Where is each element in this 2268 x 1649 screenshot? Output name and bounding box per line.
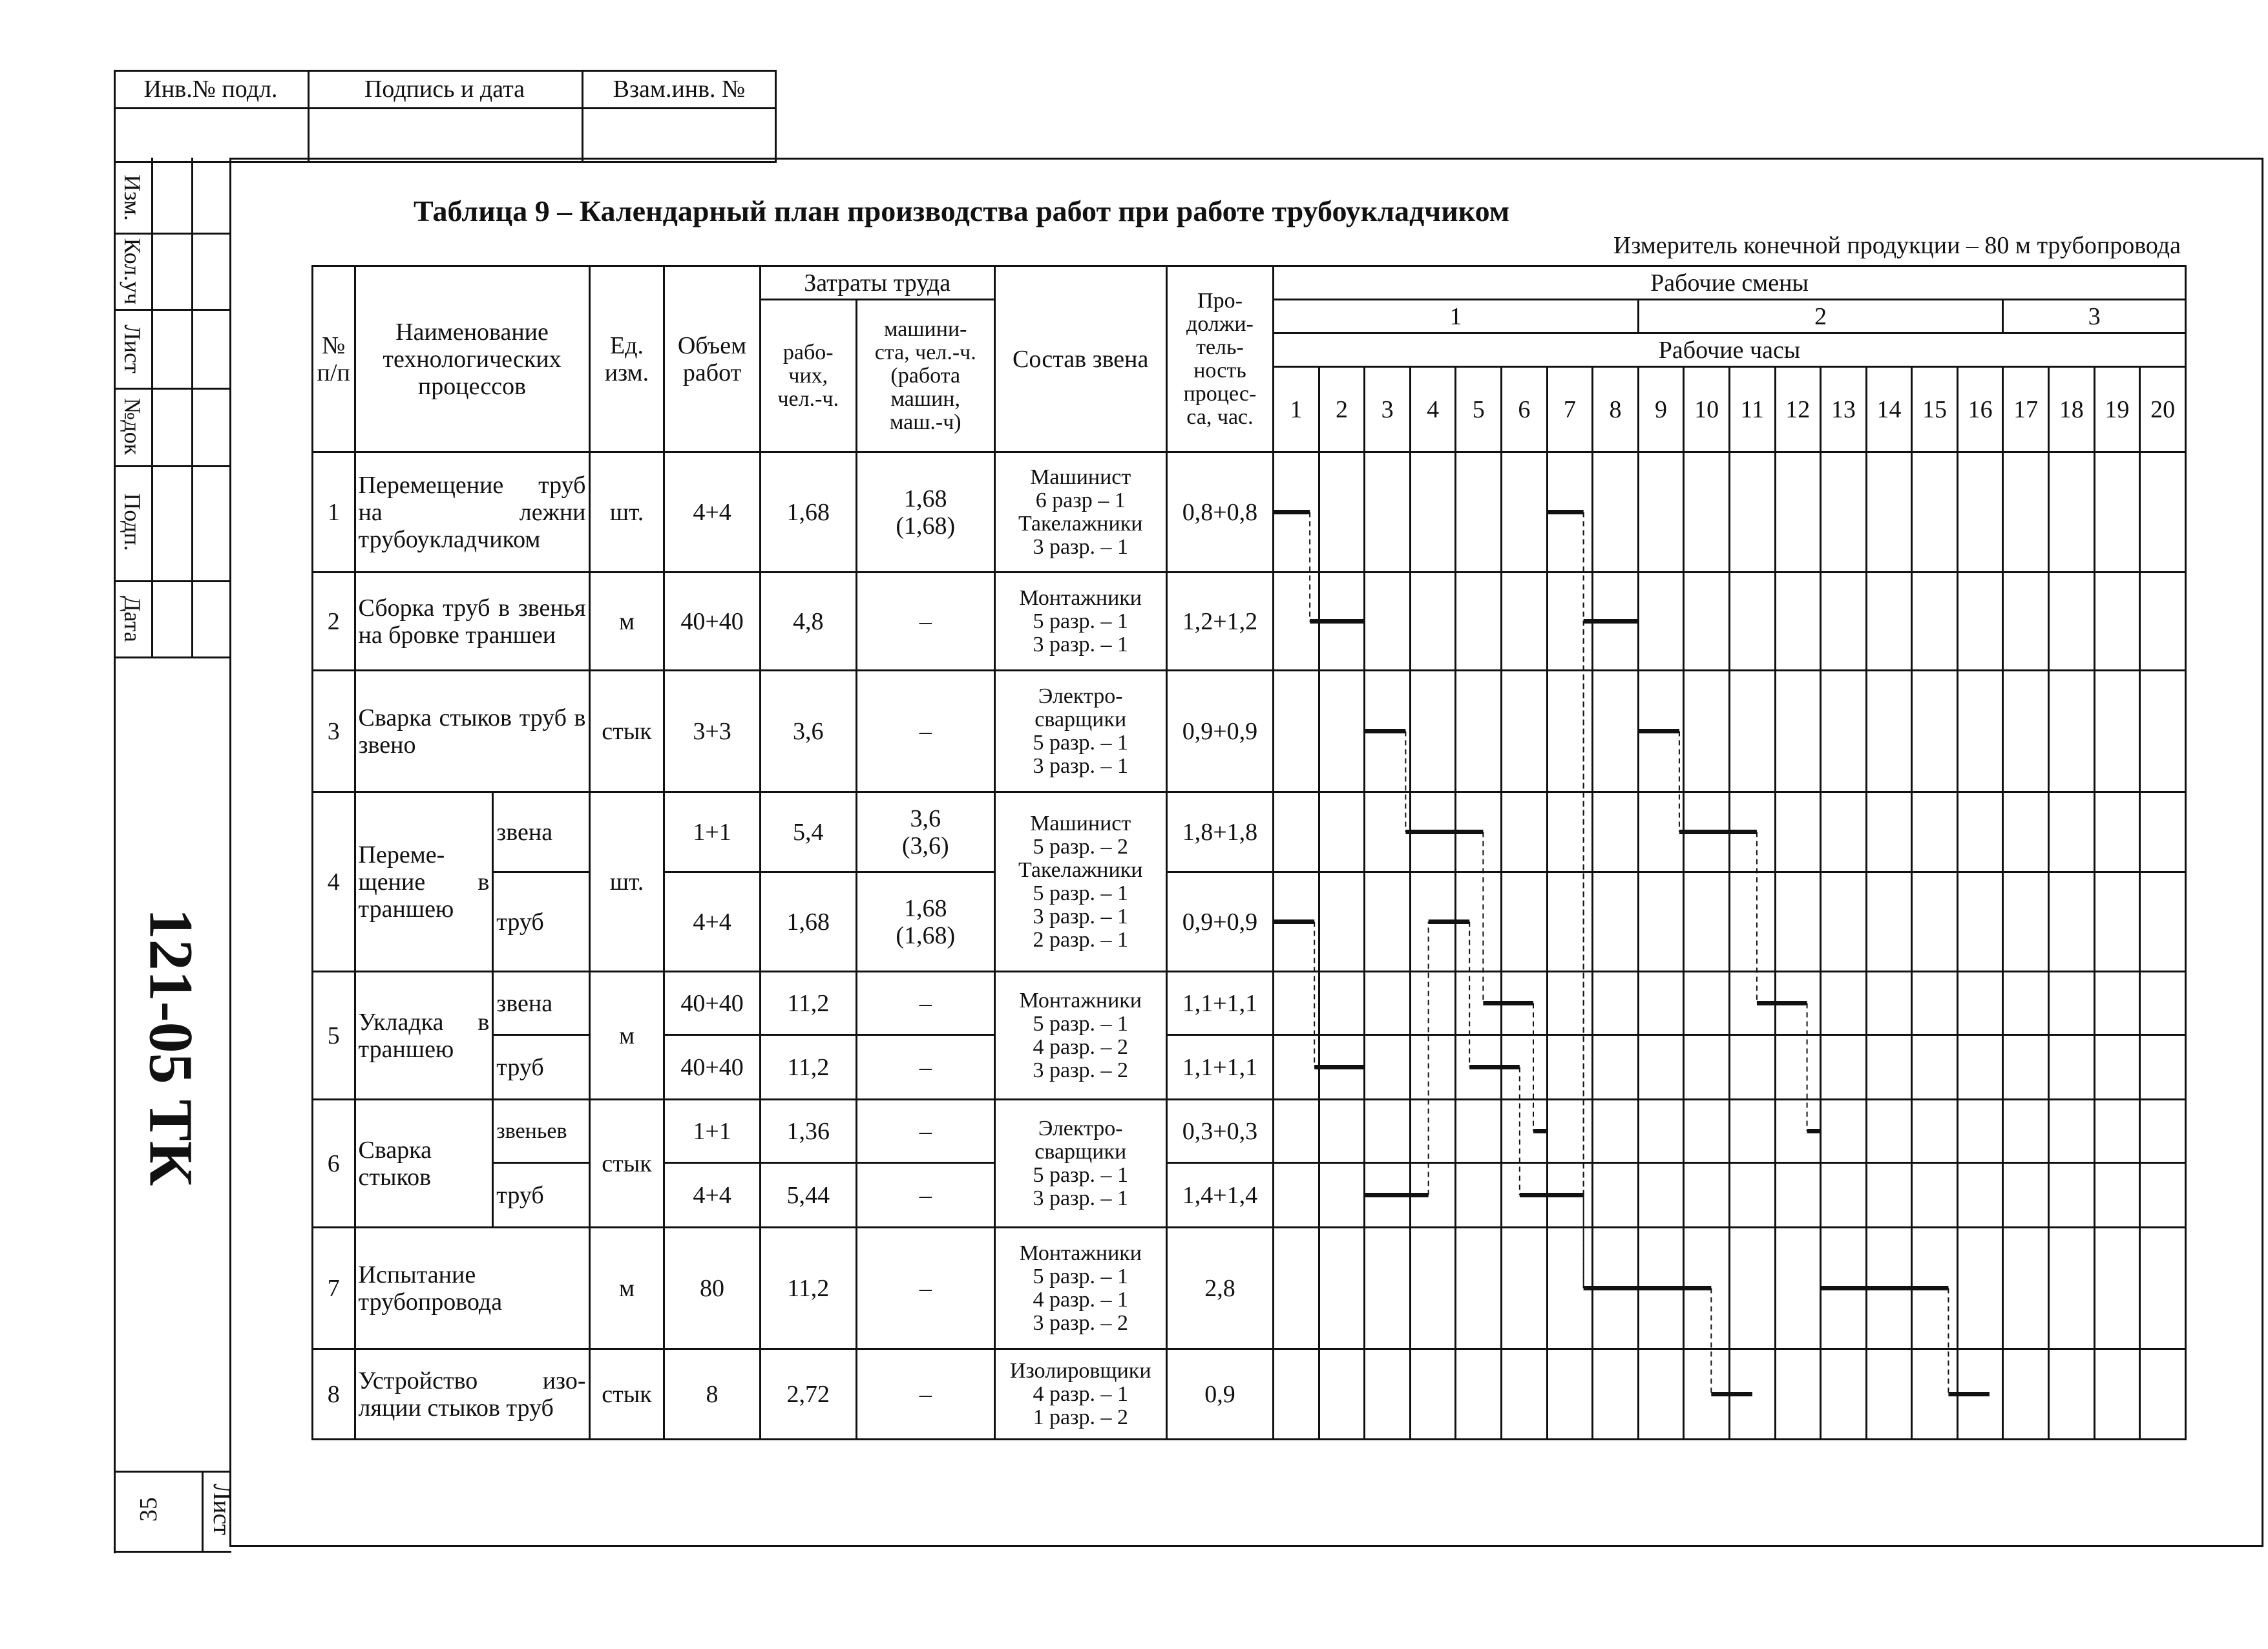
- head-workers: рабо- чих, чел.-ч.: [760, 300, 856, 452]
- row-workers: 1,68: [760, 872, 856, 972]
- hour-15: 15: [1912, 367, 1958, 452]
- row-duration: 1,1+1,1: [1166, 972, 1273, 1035]
- head-duration: Про- должи- тель- ность процес- са, час.: [1166, 266, 1273, 452]
- row-num: 4: [313, 792, 355, 972]
- row-workers: 2,72: [760, 1349, 856, 1440]
- row-name: Сборка труб в звенья на бровке траншеи: [355, 572, 589, 671]
- row-name: Сварка стыков труб в звено: [355, 671, 589, 792]
- table-subtitle: Измеритель конечной продукции – 80 м трубопровода: [1613, 232, 2181, 259]
- row-name: Сварка стыков: [355, 1100, 493, 1228]
- row-duration: 0,9+0,9: [1166, 671, 1273, 792]
- row-machinist: –: [856, 671, 994, 792]
- sheet-label: [205, 1471, 238, 1548]
- table-row: [313, 671, 2186, 792]
- row-volume: 4+4: [664, 1163, 760, 1228]
- hour-14: 14: [1866, 367, 1912, 452]
- row-name: Испытание трубопровода: [355, 1228, 589, 1349]
- side-label-list: Лист: [120, 324, 145, 373]
- hour-2: 2: [1319, 367, 1365, 452]
- hour-13: 13: [1821, 367, 1867, 452]
- hour-5: 5: [1456, 367, 1502, 452]
- row-machinist: 1,68 (1,68): [856, 872, 994, 972]
- row-subname: труб: [493, 1035, 589, 1100]
- row-machinist: 1,68 (1,68): [856, 452, 994, 572]
- row-unit: стык: [589, 671, 664, 792]
- row-subname: труб: [493, 1163, 589, 1228]
- hour-4: 4: [1410, 367, 1456, 452]
- row-duration: 0,8+0,8: [1166, 452, 1273, 572]
- row-unit: стык: [589, 1100, 664, 1228]
- hour-10: 10: [1684, 367, 1730, 452]
- row-volume: 40+40: [664, 572, 760, 671]
- row-num: 1: [313, 452, 355, 572]
- row-volume: 1+1: [664, 1100, 760, 1163]
- row-duration: 1,2+1,2: [1166, 572, 1273, 671]
- row-num: 3: [313, 671, 355, 792]
- head-shift-1: 1: [1274, 300, 1639, 333]
- row-name: Перемещение труб на лежни трубоукладчиком: [355, 452, 589, 572]
- document-code: [113, 885, 229, 1208]
- left-edge: [114, 158, 116, 1553]
- left-bottom: [114, 1551, 231, 1553]
- side-label-data: Дата: [120, 596, 145, 642]
- row-duration: 1,4+1,4: [1166, 1163, 1273, 1228]
- side-label-ndok: №док: [120, 397, 145, 456]
- row-unit: м: [589, 572, 664, 671]
- row-volume: 40+40: [664, 1035, 760, 1100]
- row-volume: 80: [664, 1228, 760, 1349]
- head-machinist: машини- ста, чел.-ч. (работа машин, маш.-ч): [856, 300, 994, 452]
- hour-7: 7: [1547, 367, 1593, 452]
- row-crew: Машинист 5 разр. – 2 Такелажники 5 разр. – 1 3 разр. – 1 2 разр. – 1: [994, 792, 1166, 972]
- hour-20: 20: [2140, 367, 2186, 452]
- hour-9: 9: [1638, 367, 1684, 452]
- head-shifts: Рабочие смены: [1274, 266, 2186, 300]
- row-workers: 1,36: [760, 1100, 856, 1163]
- table-row: [313, 1349, 2186, 1440]
- head-volume: Объем работ: [664, 266, 760, 452]
- row-num: 6: [313, 1100, 355, 1228]
- row-name: Переме-щение в траншею: [355, 792, 493, 972]
- table-row: [313, 792, 2186, 872]
- hour-18: 18: [2048, 367, 2094, 452]
- row-volume: 1+1: [664, 792, 760, 872]
- row-num: 7: [313, 1228, 355, 1349]
- row-machinist: 3,6 (3,6): [856, 792, 994, 872]
- head-name: Наименование технологических процессов: [355, 266, 589, 452]
- row-machinist: –: [856, 1349, 994, 1440]
- row-workers: 4,8: [760, 572, 856, 671]
- schedule-table: [311, 265, 2187, 1440]
- head-labor: Затраты труда: [760, 266, 994, 300]
- row-num: 8: [313, 1349, 355, 1440]
- row-crew: Машинист 6 разр – 1 Такелажники 3 разр. – 1: [994, 452, 1166, 572]
- stamp-inv-label: Инв.№ подл.: [143, 76, 278, 103]
- row-volume: 40+40: [664, 972, 760, 1035]
- side-label-podp: Подп.: [120, 493, 145, 551]
- head-num: № п/п: [313, 266, 355, 452]
- sheet-number: [129, 1471, 168, 1548]
- row-unit: м: [589, 1228, 664, 1349]
- side-label-izm: Изм.: [120, 174, 145, 221]
- row-crew: Электро- сварщики 5 разр. – 1 3 разр. – 1: [994, 671, 1166, 792]
- row-workers: 3,6: [760, 671, 856, 792]
- row-machinist: –: [856, 1035, 994, 1100]
- hour-19: 19: [2094, 367, 2140, 452]
- row-workers: 11,2: [760, 1228, 856, 1349]
- row-name: Устройство изо-ляции стыков труб: [355, 1349, 589, 1440]
- row-machinist: –: [856, 972, 994, 1035]
- row-unit: шт.: [589, 452, 664, 572]
- row-subname: звена: [493, 972, 589, 1035]
- document-code-text: 121-05 ТК: [136, 908, 206, 1186]
- row-workers: 11,2: [760, 972, 856, 1035]
- row-crew: Электро- сварщики 5 разр. – 1 3 разр. – 1: [994, 1100, 1166, 1228]
- hour-11: 11: [1729, 367, 1775, 452]
- row-name: Укладка в траншею: [355, 972, 493, 1100]
- sheet-label-text: Лист: [208, 1484, 235, 1535]
- head-shift-3: 3: [2003, 300, 2186, 333]
- stamp-replace-label: Взам.инв. №: [613, 76, 746, 103]
- row-machinist: –: [856, 1163, 994, 1228]
- stamp-sign-label: Подпись и дата: [364, 76, 525, 103]
- head-crew: Состав звена: [994, 266, 1166, 452]
- row-crew: Изолировщики 4 разр. – 1 1 разр. – 2: [994, 1349, 1166, 1440]
- row-duration: 0,3+0,3: [1166, 1100, 1273, 1163]
- row-duration: 0,9+0,9: [1166, 872, 1273, 972]
- row-machinist: –: [856, 1100, 994, 1163]
- row-crew: Монтажники 5 разр. – 1 4 разр. – 1 3 разр. – 2: [994, 1228, 1166, 1349]
- hour-1: 1: [1274, 367, 1319, 452]
- row-crew: Монтажники 5 разр. – 1 3 разр. – 1: [994, 572, 1166, 671]
- sheet-number-text: 35: [135, 1497, 162, 1522]
- row-unit: стык: [589, 1349, 664, 1440]
- table-title: Таблица 9 – Календарный план производства работ при работе трубоукладчиком: [414, 194, 1510, 227]
- side-label-kol: Кол.уч: [120, 238, 145, 305]
- row-subname: труб: [493, 872, 589, 972]
- head-hours: Рабочие часы: [1274, 333, 2186, 367]
- hour-17: 17: [2003, 367, 2049, 452]
- row-subname: звеньев: [493, 1100, 589, 1163]
- hour-3: 3: [1365, 367, 1411, 452]
- row-num: 2: [313, 572, 355, 671]
- row-num: 5: [313, 972, 355, 1100]
- row-duration: 1,1+1,1: [1166, 1035, 1273, 1100]
- row-workers: 11,2: [760, 1035, 856, 1100]
- head-shift-2: 2: [1638, 300, 2003, 333]
- row-workers: 5,4: [760, 792, 856, 872]
- hour-8: 8: [1593, 367, 1639, 452]
- row-unit: шт.: [589, 792, 664, 972]
- table-row: [313, 1228, 2186, 1349]
- table-row: [313, 452, 2186, 572]
- head-unit: Ед. изм.: [589, 266, 664, 452]
- left-row-4: [114, 465, 230, 467]
- row-workers: 5,44: [760, 1163, 856, 1228]
- row-duration: 1,8+1,8: [1166, 792, 1273, 872]
- row-volume: 3+3: [664, 671, 760, 792]
- hour-6: 6: [1502, 367, 1548, 452]
- row-subname: звена: [493, 792, 589, 872]
- row-duration: 2,8: [1166, 1228, 1273, 1349]
- table-row: [313, 1100, 2186, 1163]
- row-unit: м: [589, 972, 664, 1100]
- hour-16: 16: [1957, 367, 2003, 452]
- hour-12: 12: [1775, 367, 1821, 452]
- row-volume: 4+4: [664, 452, 760, 572]
- row-machinist: –: [856, 1228, 994, 1349]
- row-volume: 8: [664, 1349, 760, 1440]
- table-row: [313, 972, 2186, 1035]
- row-machinist: –: [856, 572, 994, 671]
- row-duration: 0,9: [1166, 1349, 1273, 1440]
- sheet-block-sep: [202, 1471, 204, 1551]
- row-workers: 1,68: [760, 452, 856, 572]
- row-volume: 4+4: [664, 872, 760, 972]
- table-row: [313, 572, 2186, 671]
- row-crew: Монтажники 5 разр. – 1 4 разр. – 2 3 разр. – 2: [994, 972, 1166, 1100]
